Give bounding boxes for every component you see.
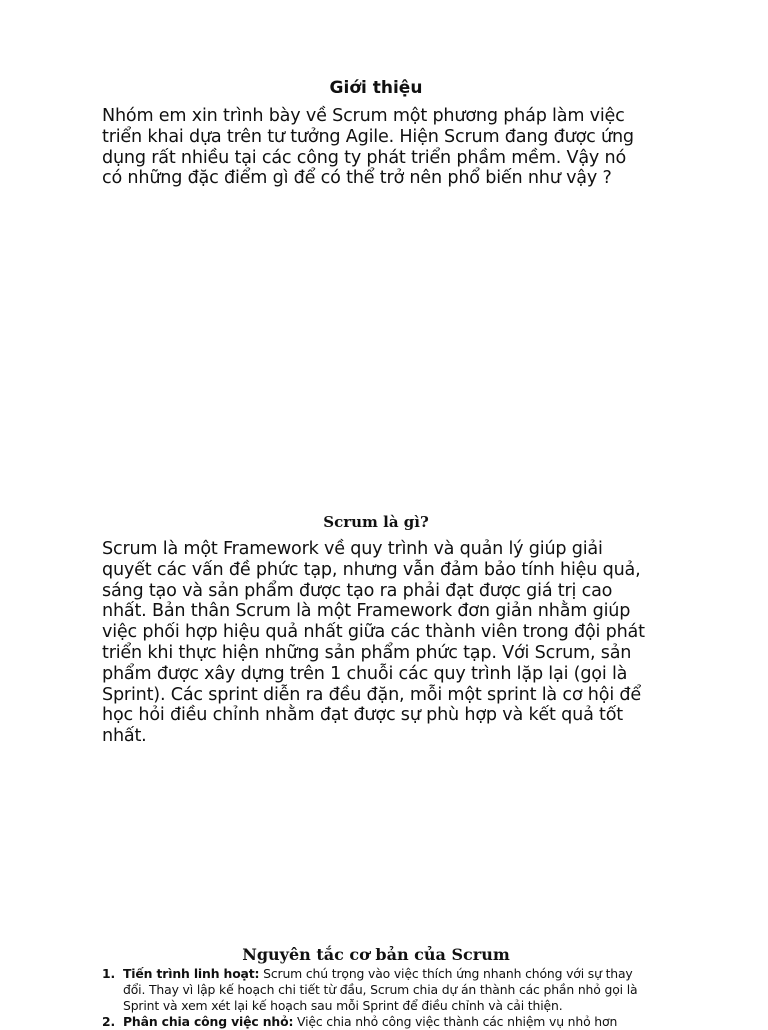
intro-paragraph: Nhóm em xin trình bày về Scrum một phương pháp làm việc triển khai dựa trên tư tưởng Agile. Hiện Scrum đang được ứng dụng rất nhiều tại các công ty phát triển phầm mềm. Vậy nó có những đặc điểm gì để có thể trở nên phổ biến như vậy ?	[102, 106, 634, 189]
intro-section	[102, 78, 650, 189]
what-is-scrum-heading: Scrum là gì?	[323, 513, 429, 531]
what-is-scrum-section	[102, 513, 650, 747]
principle-text: Việc chia nhỏ công việc thành các nhiệm vụ nhỏ hơn	[293, 1014, 618, 1029]
principle-number: 2.	[102, 1014, 116, 1029]
principle-title: Phân chia công việc nhỏ:	[123, 1014, 294, 1029]
what-is-scrum-paragraph: Scrum là một Framework về quy trình và quản lý giúp giải quyết các vấn đề phức tạp, nhưng vẫn đảm bảo tính hiệu quả, sáng tạo và sản phẩm được tạo ra phải đạt được giá trị cao nhất. Bản thân Scrum là một Framework đơn giản nhằm giúp việc phối hợp hiệu quả nhất giữa các thành viên trong đội phát triển khi thực hiện những sản phẩm phức tạp. Với Scrum, sản phẩm được xây dựng trên 1 chuỗi các quy trình lặp lại (gọi là Sprint). Các sprint diễn ra đều đặn, mỗi một sprint là cơ hội để học hỏi điều chỉnh nhằm đạt được sự phù hợp và kết quả tốt nhất.	[102, 539, 645, 747]
principle-item	[102, 966, 650, 1014]
principle-item	[102, 1014, 650, 1030]
principles-list	[102, 966, 650, 1030]
principles-section	[102, 945, 650, 1030]
principle-title: Tiến trình linh hoạt:	[123, 966, 260, 981]
intro-heading: Giới thiệu	[329, 78, 423, 98]
principles-heading: Nguyên tắc cơ bản của Scrum	[242, 945, 510, 964]
principle-text: Scrum chú trọng vào việc thích ứng nhanh chóng với sự thay đổi. Thay vì lập kế hoạch chi tiết từ đầu, Scrum chia dự án thành các phần nhỏ gọi là Sprint và xem xét lại kế hoạch sau mỗi Sprint để điều chỉnh và cải thiện.	[123, 966, 638, 1013]
principle-number: 1.	[102, 966, 116, 981]
